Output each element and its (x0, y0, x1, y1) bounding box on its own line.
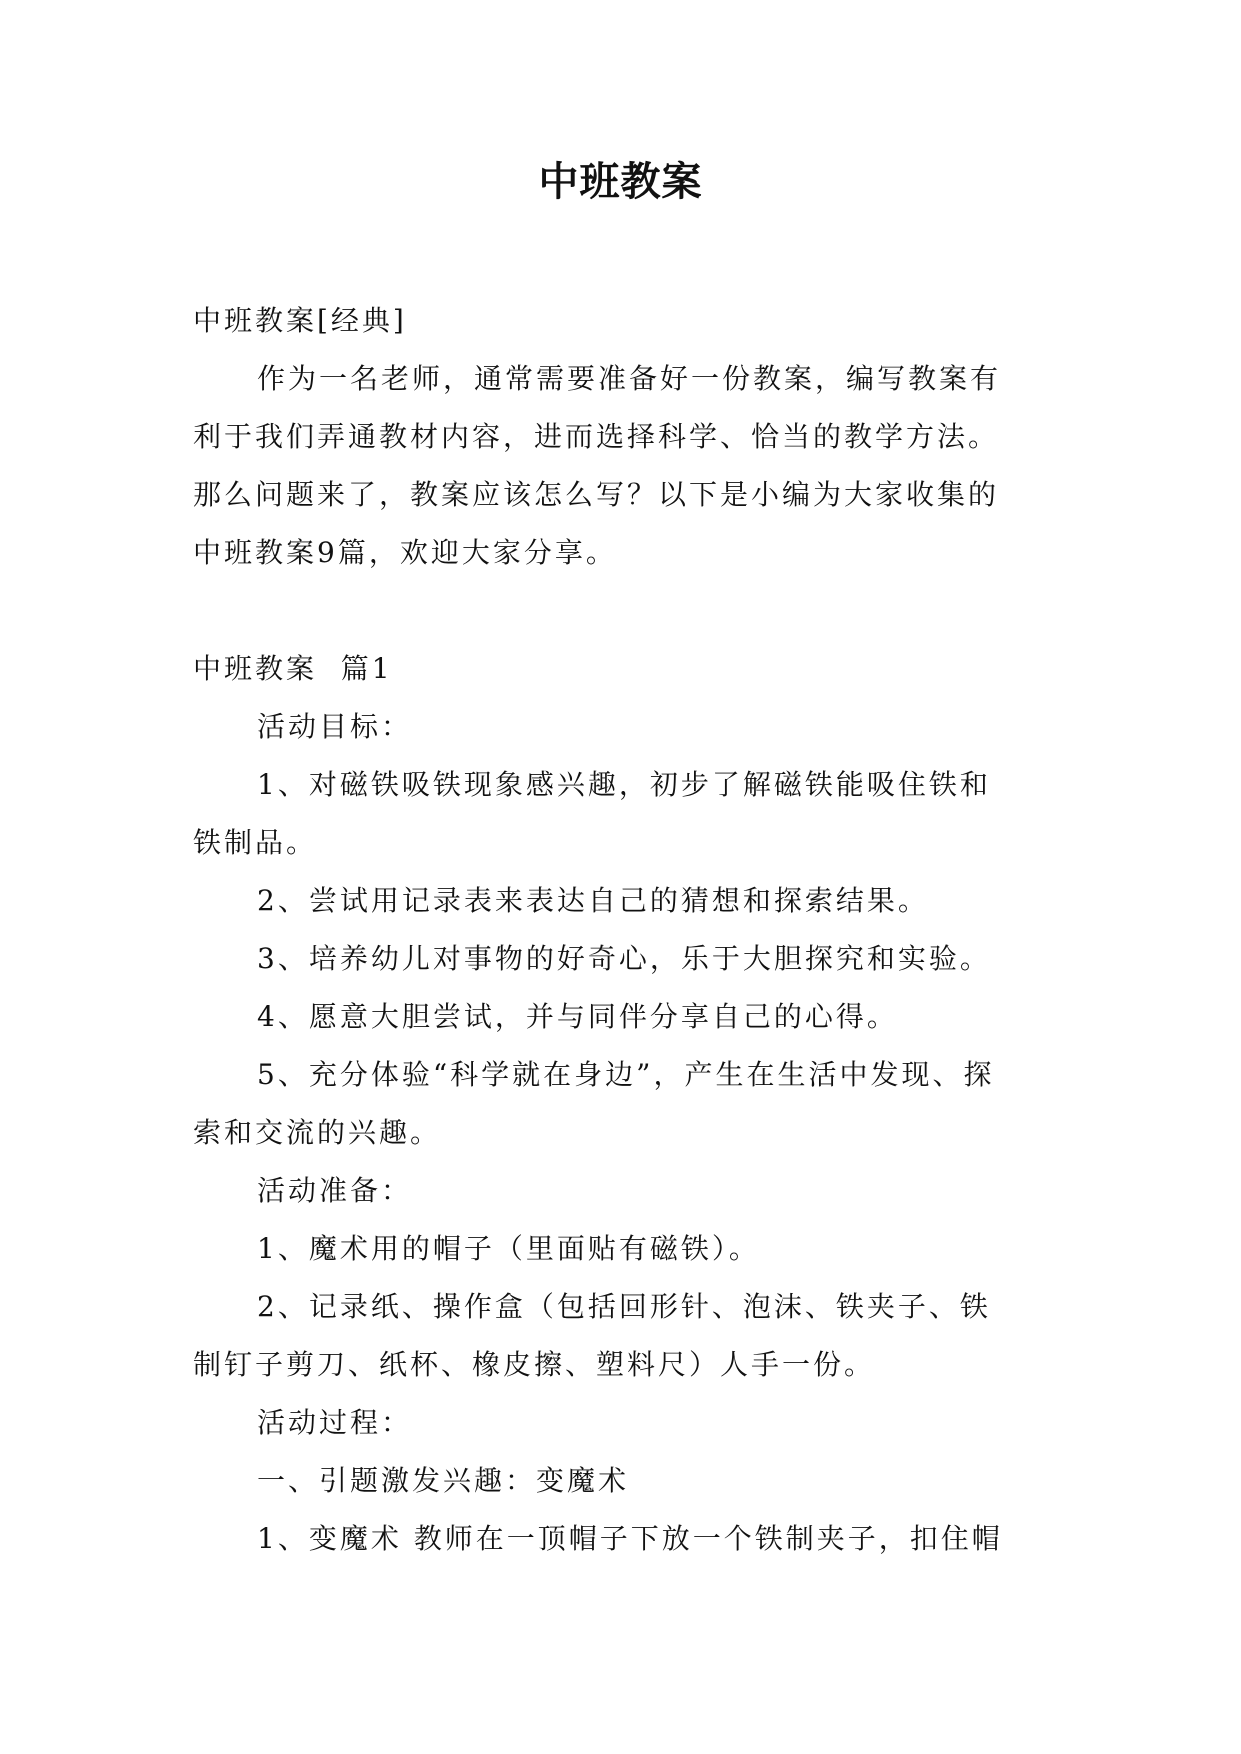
document-title: 中班教案 (538, 158, 703, 205)
goal-heading: 活动目标： (257, 710, 413, 743)
document-subtitle: 中班教案[经典] (193, 304, 407, 337)
goal-item-1-line-2: 铁制品。 (193, 826, 318, 859)
process-heading: 活动过程： (257, 1406, 413, 1439)
paragraph-gap (193, 582, 1053, 640)
document-body (193, 292, 1053, 1568)
goal-item-1-line-1: 1、对磁铁吸铁现象感兴趣，初步了解磁铁能吸住铁和 (257, 768, 991, 801)
goal-item-2: 2、尝试用记录表来表达自己的猜想和探索结果。 (257, 884, 929, 917)
section-heading: 中班教案 篇1 (193, 652, 393, 685)
intro-line-4: 中班教案9篇，欢迎大家分享。 (193, 536, 617, 569)
prep-item-2-line-2: 制钉子剪刀、纸杯、橡皮擦、塑料尺）人手一份。 (193, 1348, 876, 1381)
process-item-1-line-1: 1、变魔术 教师在一顶帽子下放一个铁制夹子，扣住帽 (257, 1522, 1003, 1555)
prep-item-1: 1、魔术用的帽子（里面贴有磁铁）。 (257, 1232, 760, 1265)
prep-heading: 活动准备： (257, 1174, 413, 1207)
goal-item-3: 3、培养幼儿对事物的好奇心，乐于大胆探究和实验。 (257, 942, 991, 975)
goal-item-5-line-2: 索和交流的兴趣。 (193, 1116, 442, 1149)
intro-line-3: 那么问题来了，教案应该怎么写？以下是小编为大家收集的 (193, 478, 1000, 511)
process-step-1: 一、引题激发兴趣：变魔术 (257, 1464, 630, 1497)
intro-line-1: 作为一名老师，通常需要准备好一份教案，编写教案有 (257, 362, 1002, 395)
goal-item-4: 4、愿意大胆尝试，并与同伴分享自己的心得。 (257, 1000, 898, 1033)
goal-item-5-line-1: 5、充分体验“科学就在身边”，产生在生活中发现、探 (257, 1058, 995, 1091)
intro-line-2: 利于我们弄通教材内容，进而选择科学、恰当的教学方法。 (193, 420, 1000, 453)
prep-item-2-line-1: 2、记录纸、操作盒（包括回形针、泡沫、铁夹子、铁 (257, 1290, 991, 1323)
